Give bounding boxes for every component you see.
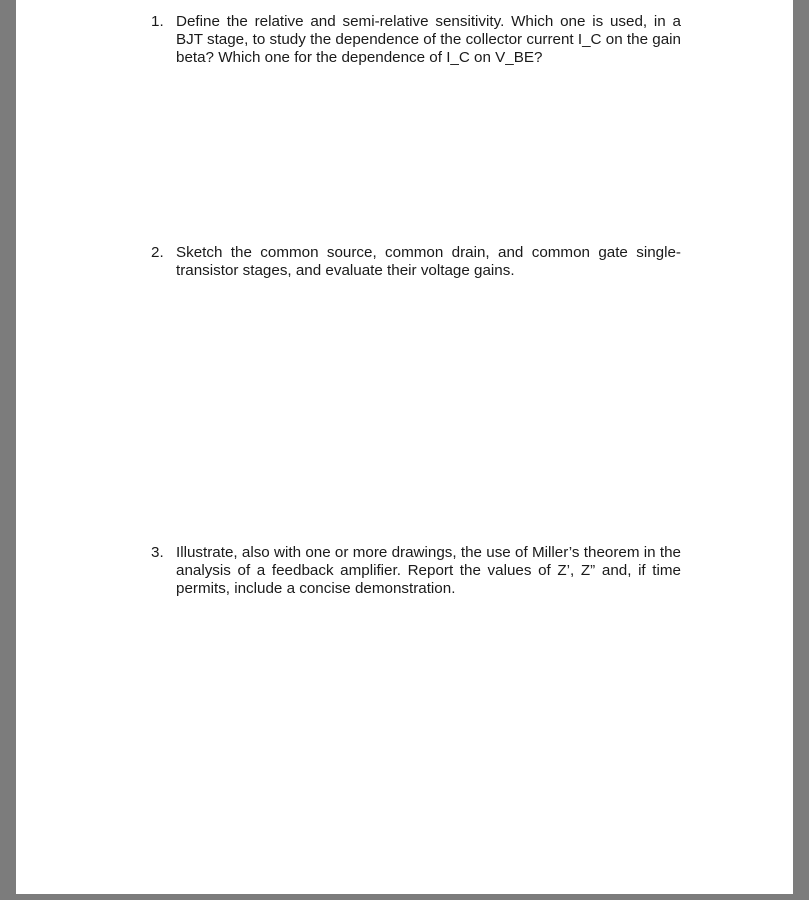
question-2 xyxy=(151,244,681,280)
question-number: 3. xyxy=(151,544,164,561)
question-text: Illustrate, also with one or more drawings, the use of Miller’s theorem in the analysis of a feedback amplifier. Report the values of Z’, Z” and, if time permits, include a concise demonstration. xyxy=(176,544,681,597)
document-page xyxy=(16,0,793,894)
question-text: Sketch the common source, common drain, and common gate single-transistor stages, and evaluate their voltage gains. xyxy=(176,244,681,279)
question-number: 2. xyxy=(151,244,164,261)
question-1 xyxy=(151,13,681,67)
question-3 xyxy=(151,544,681,598)
question-number: 1. xyxy=(151,13,164,30)
question-text: Define the relative and semi-relative sensitivity. Which one is used, in a BJT stage, to study the dependence of the collector current I_C on the gain beta? Which one for the dependence of I_C on V_BE? xyxy=(176,13,681,66)
